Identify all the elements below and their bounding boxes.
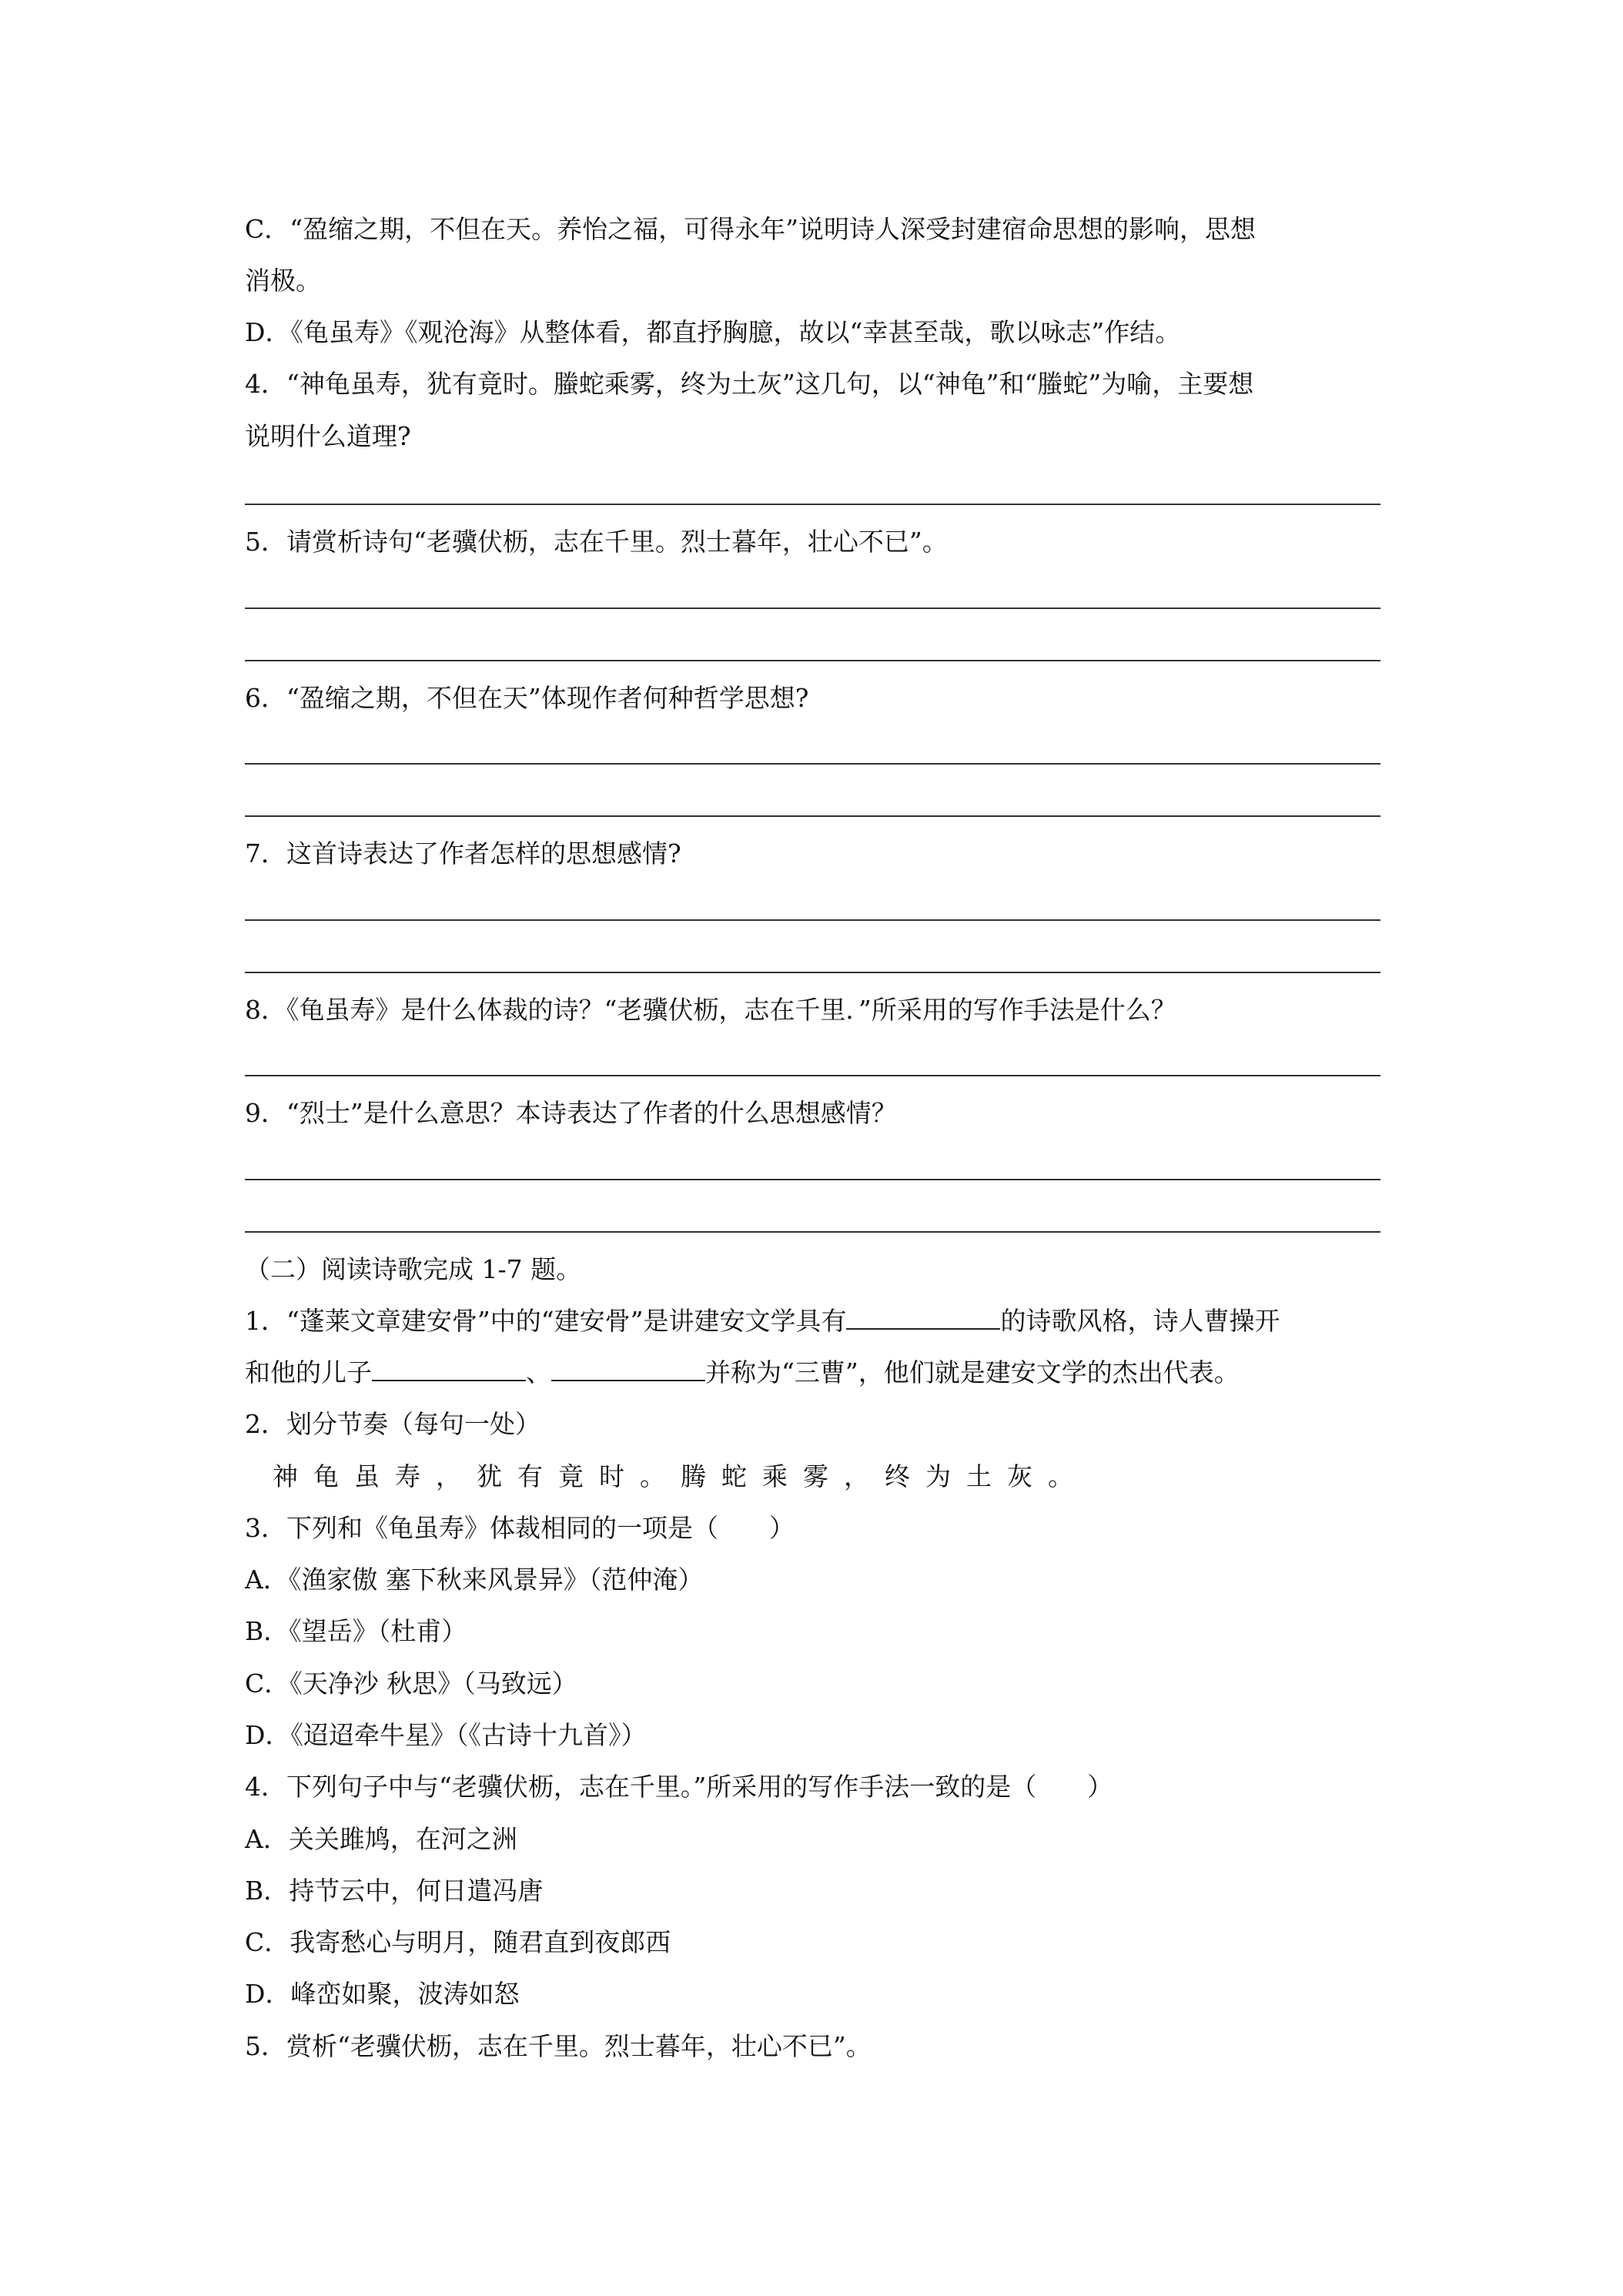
section-heading: （二）阅读诗歌完成 1-7 题。	[245, 1254, 582, 1284]
question-1-text-b: 的诗歌风格，诗人曹操开	[1000, 1306, 1280, 1336]
q3-option-c: C．《天净沙 秋思》（马致远）	[245, 1668, 577, 1699]
question-1-separator: 、	[526, 1357, 551, 1387]
q3-option-a: A．《渔家傲 塞下秋来风景异》（范仲淹）	[245, 1565, 704, 1595]
fill-blank	[551, 1357, 705, 1381]
answer-line	[245, 1075, 1380, 1076]
answer-line	[245, 815, 1380, 817]
question-2: 2．划分节奏（每句一处）	[245, 1409, 540, 1439]
q4-option-b: B．持节云中，何日遣冯唐	[245, 1876, 544, 1906]
question-1-line1	[245, 1304, 1280, 1338]
question-4-line2: 说明什么道理?	[245, 421, 411, 451]
q4-option-c: C．我寄愁心与明月，随君直到夜郎西	[245, 1927, 671, 1957]
question-4: 4．下列句子中与“老骥伏枥，志在千里。”所采用的写作手法一致的是（ ）	[245, 1772, 1113, 1802]
answer-line	[245, 660, 1380, 661]
answer-line	[245, 763, 1380, 765]
question-6: 6．“盈缩之期，不但在天”体现作者何种哲学思想?	[245, 683, 809, 713]
answer-line	[245, 607, 1380, 609]
answer-line	[245, 972, 1380, 973]
question-5: 5．请赏析诗句“老骥伏枥，志在千里。烈士暮年，壮心不已”。	[245, 527, 948, 557]
q3-option-b: B．《望岳》（杜甫）	[245, 1616, 467, 1646]
option-c-line: C．“盈缩之期，不但在天。养怡之福，可得永年”说明诗人深受封建宿命思想的影响，思想	[245, 214, 1256, 244]
q4-option-d: D．峰峦如聚，波涛如怒	[245, 1979, 520, 2009]
poem-line: 神龟虽寿，犹有竟时。腾蛇乘雾，终为土灰。	[273, 1461, 1089, 1491]
answer-line	[245, 1231, 1380, 1233]
answer-line	[245, 919, 1380, 921]
question-1-text-d: 并称为“三曹”，他们就是建安文学的杰出代表。	[705, 1357, 1240, 1387]
option-c-continued: 消极。	[245, 266, 321, 296]
question-3: 3．下列和《龟虽寿》体裁相同的一项是（ ）	[245, 1513, 795, 1543]
question-5-appreciation: 5．赏析“老骥伏枥，志在千里。烈士暮年，壮心不已”。	[245, 2031, 872, 2061]
q4-option-a: A．关关雎鸠，在河之洲	[245, 1824, 517, 1854]
question-1-line2	[245, 1356, 1240, 1390]
question-4-line1: 4．“神龟虽寿，犹有竟时。螣蛇乘雾，终为土灰”这几句，以“神龟”和“螣蛇”为喻，主要想	[245, 369, 1254, 399]
answer-line	[245, 504, 1380, 505]
question-9: 9．“烈士”是什么意思？本诗表达了作者的什么思想感情？	[245, 1098, 897, 1128]
question-8: 8．《龟虽寿》是什么体裁的诗？“老骥伏枥，志在千里．”所采用的写作手法是什么？	[245, 995, 1176, 1025]
option-d-line: D．《龟虽寿》《观沧海》从整体看，都直抒胸臆，故以“幸甚至哉，歌以咏志”作结。	[245, 317, 1181, 347]
q3-option-d: D．《迢迢牵牛星》（《古诗十九首》）	[245, 1720, 647, 1750]
fill-blank	[372, 1357, 526, 1381]
answer-line	[245, 1179, 1380, 1180]
question-1-text-c: 和他的儿子	[245, 1357, 372, 1387]
fill-blank	[846, 1305, 1000, 1330]
question-1-text-a: 1．“蓬莱文章建安骨”中的“建安骨”是讲建安文学具有	[245, 1306, 847, 1336]
question-7: 7．这首诗表达了作者怎样的思想感情?	[245, 838, 681, 869]
